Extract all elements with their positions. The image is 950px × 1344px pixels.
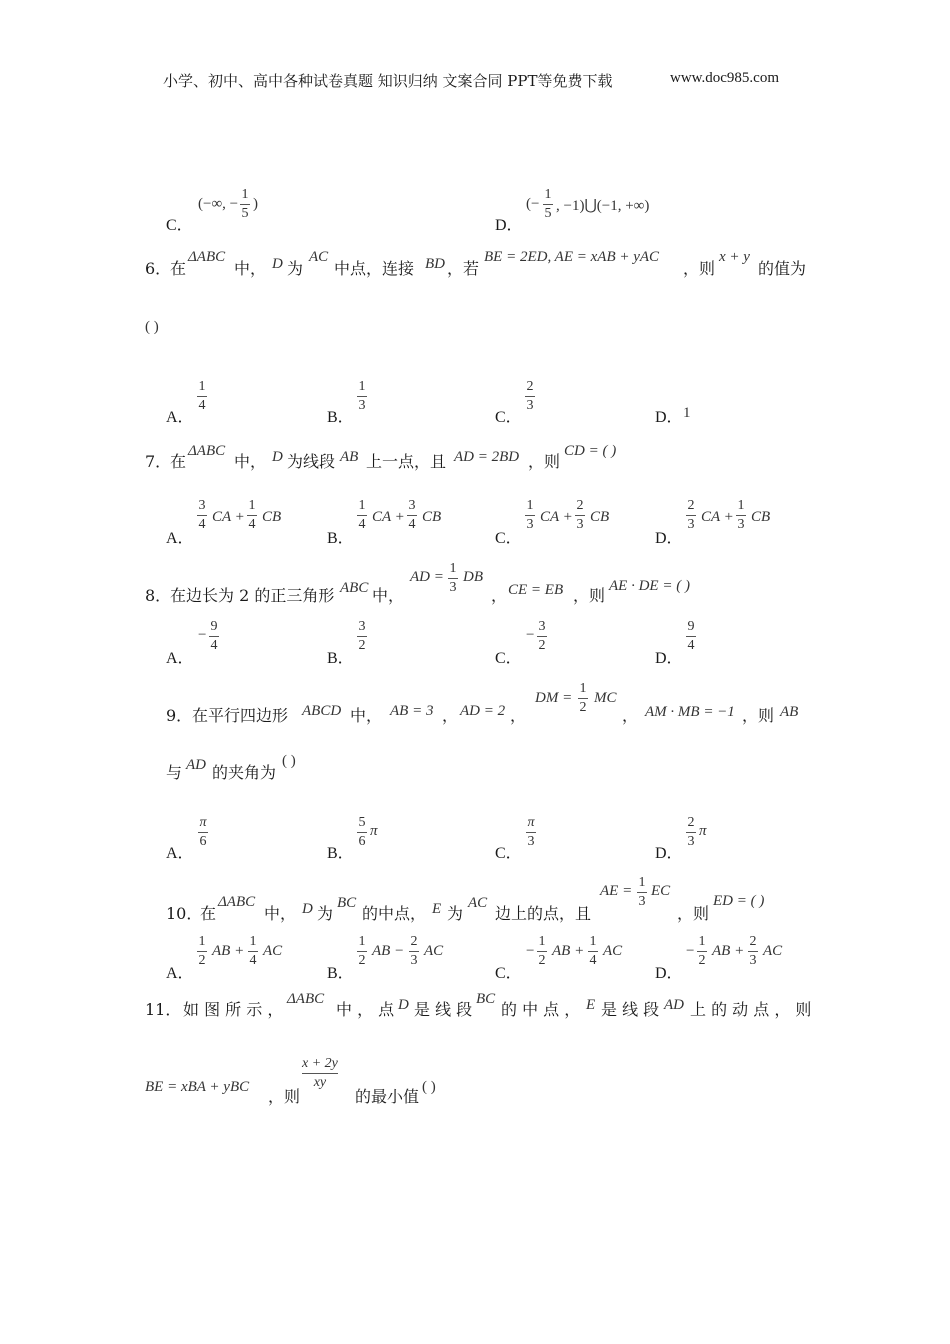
question-text: 为: [287, 259, 304, 278]
question-text: 上 的 动 点 ， 则: [690, 1000, 812, 1019]
question-text: 中，: [350, 706, 383, 725]
question-number: 7．: [145, 452, 172, 471]
fraction: [686, 618, 696, 655]
math-expr: AD =: [410, 569, 444, 585]
numerator: 1: [698, 934, 706, 949]
fraction: [357, 814, 367, 851]
fraction: [357, 497, 367, 534]
fraction: [537, 618, 547, 655]
math-expr: AD = 2BD: [454, 449, 520, 465]
option-label: C．: [495, 965, 522, 982]
fraction: [543, 186, 553, 223]
math-expr: AB +: [212, 943, 245, 959]
numerator: 9: [687, 619, 695, 634]
math-expr: ABCD: [302, 703, 342, 719]
question-text: 如 图 所 示 ，: [183, 1000, 284, 1019]
denominator: 3: [410, 953, 418, 968]
math-expr: AB +: [552, 943, 585, 959]
question-text: 在: [170, 452, 187, 471]
option-label: D．: [655, 530, 683, 547]
math-expr: AC: [603, 943, 623, 959]
math-expr: AB = 3: [390, 703, 434, 719]
denominator: 3: [737, 517, 745, 532]
option-label: D．: [655, 965, 683, 982]
question-text: 的夹角为: [212, 763, 277, 782]
math-expr: E: [586, 997, 596, 1013]
math-expr: ΔABC: [188, 443, 226, 459]
denominator: 4: [358, 517, 366, 532]
question-text: 中点，连接: [334, 259, 415, 278]
denominator: 4: [210, 638, 218, 653]
option-label: B．: [327, 845, 354, 862]
fraction: [588, 933, 598, 970]
denominator: 3: [449, 580, 457, 595]
option-label: C．: [495, 409, 522, 426]
fraction: [247, 497, 257, 534]
math-expr: D: [302, 901, 313, 917]
fraction: [525, 497, 535, 534]
math-expr: CB: [422, 509, 442, 525]
math-expr: AD = 2: [460, 703, 506, 719]
math-expr: AD: [186, 757, 206, 773]
math-expr: ABC: [340, 580, 369, 596]
question-text: ，则: [528, 452, 561, 471]
fraction: [198, 814, 208, 851]
question-text: 在: [170, 259, 187, 278]
math-expr: x + y: [719, 249, 750, 265]
denominator: 5: [241, 206, 249, 221]
question-text: 在平行四边形: [192, 706, 289, 725]
pi-symbol: π: [699, 823, 707, 839]
fraction: [197, 497, 207, 534]
math-expr: CE = EB: [508, 582, 564, 598]
math-expr: AE · DE = ( ): [609, 578, 690, 594]
option-label: B．: [327, 530, 354, 547]
denominator: 4: [198, 398, 206, 413]
denominator: 2: [538, 638, 546, 653]
fraction: [197, 378, 207, 415]
question-number: 8．: [145, 586, 172, 605]
question-number: 6．: [145, 259, 172, 278]
fraction: [525, 378, 535, 415]
math-expr: CB: [751, 509, 771, 525]
question-text: 的 中 点 ，: [501, 1000, 581, 1019]
question-text: ，若: [447, 259, 480, 278]
fraction: [736, 497, 746, 534]
denominator: 2: [358, 953, 366, 968]
math-expr: CB: [590, 509, 610, 525]
denominator: 6: [358, 834, 366, 849]
math-expr: (−: [526, 196, 540, 212]
math-expr: CA +: [701, 509, 734, 525]
math-expr: AC: [468, 895, 488, 911]
question-text: 中 ， 点: [336, 1000, 395, 1019]
denominator: 4: [687, 638, 695, 653]
question-number: 9．: [166, 706, 193, 725]
numerator: 1: [249, 934, 257, 949]
question-text: 的最小值: [355, 1087, 420, 1106]
question-text: 上一点，且: [366, 452, 447, 471]
option-label: A．: [166, 530, 194, 547]
numerator: 2: [526, 379, 534, 394]
numerator: 1: [198, 934, 206, 949]
fraction: [748, 933, 758, 970]
denominator: 4: [589, 953, 597, 968]
numerator: π: [527, 815, 535, 830]
math-expr: AE =: [600, 883, 633, 899]
denominator: 6: [199, 834, 207, 849]
option-label: B．: [327, 409, 354, 426]
denominator: 4: [248, 517, 256, 532]
option-value: 1: [683, 405, 691, 421]
denominator: 3: [527, 834, 535, 849]
fraction: [637, 874, 647, 911]
fraction: [357, 378, 367, 415]
question-text: ，则: [683, 259, 716, 278]
math-expr: CA +: [212, 509, 245, 525]
math-expr: (−∞, −: [198, 196, 239, 212]
fraction: [357, 933, 367, 970]
numerator: 1: [358, 498, 366, 513]
question-text: ，则: [742, 706, 775, 725]
math-expr: D: [272, 256, 283, 272]
math-expr: CB: [262, 509, 282, 525]
numerator: 1: [538, 934, 546, 949]
question-text: 中，: [234, 259, 267, 278]
option-label: C．: [495, 845, 522, 862]
math-expr: E: [432, 901, 442, 917]
math-expr: AB: [340, 449, 359, 465]
header-text: 小学、初中、高中各种试卷真题 知识归纳 文案合同 PPT等免费下载: [163, 72, 613, 90]
math-expr: EC: [651, 883, 671, 899]
sign: −: [526, 627, 535, 643]
question-number: 11．: [145, 1000, 182, 1019]
sign: −: [198, 627, 207, 643]
math-expr: CA +: [540, 509, 573, 525]
math-expr: BE = 2ED, AE = xAB + yAC: [484, 249, 660, 265]
denominator: 3: [749, 953, 757, 968]
math-expr: ΔABC: [287, 991, 325, 1007]
fraction: [409, 933, 419, 970]
math-expr: MC: [594, 690, 617, 706]
denominator: 3: [526, 398, 534, 413]
option-label: A．: [166, 409, 194, 426]
question-text: 在: [200, 904, 217, 923]
fraction: [686, 814, 696, 851]
math-expr: , −1)⋃(−1, +∞): [556, 198, 650, 214]
denominator: 4: [249, 953, 257, 968]
question-text: 为: [317, 904, 334, 923]
question-text: 为: [447, 904, 464, 923]
math-expr: D: [272, 449, 283, 465]
math-expr: AB: [780, 704, 799, 720]
numerator: 2: [576, 498, 584, 513]
fraction: [240, 186, 250, 223]
question-text: 与: [166, 763, 183, 782]
option-label: C．: [495, 650, 522, 667]
numerator: 3: [408, 498, 416, 513]
math-expr: CA +: [372, 509, 405, 525]
option-label: B．: [327, 965, 354, 982]
denominator: 2: [538, 953, 546, 968]
denominator: 2: [698, 953, 706, 968]
numerator: 3: [358, 619, 366, 634]
math-expr: BC: [337, 895, 357, 911]
question-text: ，: [622, 706, 639, 725]
numerator: 3: [198, 498, 206, 513]
numerator: 1: [526, 498, 534, 513]
math-expr: CD = ( ): [564, 443, 617, 459]
answer-blank: ( ): [282, 753, 296, 769]
math-expr: AC: [763, 943, 783, 959]
numerator: 1: [579, 681, 587, 696]
option-label: A．: [166, 650, 194, 667]
answer-blank: ( ): [145, 319, 159, 335]
fraction: [526, 814, 536, 851]
denominator: 2: [358, 638, 366, 653]
question-text: ，: [510, 706, 527, 725]
fraction: [697, 933, 707, 970]
denominator: 3: [687, 517, 695, 532]
question-text: ，则: [573, 586, 606, 605]
denominator: 2: [198, 953, 206, 968]
fraction: [575, 497, 585, 534]
question-text: 在边长为 2 的正三角形: [170, 586, 335, 605]
math-expr: AC: [263, 943, 283, 959]
math-expr: BC: [476, 991, 496, 1007]
pi-symbol: π: [370, 823, 378, 839]
math-expr: AM · MB = −1: [645, 704, 735, 720]
numerator: 2: [749, 934, 757, 949]
fraction: [537, 933, 547, 970]
question-text: 的值为: [758, 259, 807, 278]
numerator: 2: [410, 934, 418, 949]
math-expr: AC: [424, 943, 444, 959]
numerator: 1: [737, 498, 745, 513]
denominator: 2: [579, 700, 587, 715]
question-text: 边上的点，且: [495, 904, 592, 923]
math-expr: ΔABC: [188, 249, 226, 265]
option-label: A．: [166, 845, 194, 862]
numerator: 2: [687, 498, 695, 513]
denominator: 3: [576, 517, 584, 532]
denominator: 3: [526, 517, 534, 532]
numerator: x + 2y: [302, 1056, 338, 1071]
question-text: ，: [442, 706, 459, 725]
option-label: C．: [166, 217, 193, 234]
denominator: 3: [687, 834, 695, 849]
math-expr: AD: [664, 997, 684, 1013]
math-expr: AC: [309, 249, 329, 265]
fraction: [302, 1055, 338, 1092]
question-text: 是 线 段: [601, 1000, 660, 1019]
denominator: xy: [313, 1075, 327, 1090]
option-label: A．: [166, 965, 194, 982]
math-expr: ΔABC: [218, 894, 256, 910]
numerator: 1: [638, 875, 646, 890]
math-expr: BD: [425, 256, 445, 272]
math-expr: ): [253, 196, 258, 212]
header-url: www.doc985.com: [670, 70, 780, 86]
numerator: 1: [358, 379, 366, 394]
numerator: 1: [544, 187, 552, 202]
fraction: [578, 680, 588, 717]
numerator: 2: [687, 815, 695, 830]
denominator: 4: [198, 517, 206, 532]
option-label: D．: [655, 845, 683, 862]
denominator: 3: [638, 894, 646, 909]
question-text: 中，: [264, 904, 297, 923]
math-expr: DB: [463, 569, 483, 585]
question-text: 中，: [372, 586, 405, 605]
numerator: 5: [358, 815, 366, 830]
numerator: 1: [358, 934, 366, 949]
fraction: [407, 497, 417, 534]
numerator: 9: [210, 619, 218, 634]
option-label: D．: [655, 409, 683, 426]
answer-blank: ( ): [422, 1079, 436, 1095]
question-text: 为线段: [287, 452, 336, 471]
option-label: B．: [327, 650, 354, 667]
numerator: 1: [241, 187, 249, 202]
fraction: [197, 933, 207, 970]
math-expr: AB +: [712, 943, 745, 959]
math-expr: DM =: [535, 690, 573, 706]
option-label: D．: [495, 217, 523, 234]
question-text: 的中点，: [362, 904, 427, 923]
numerator: 1: [449, 561, 457, 576]
fraction: [209, 618, 219, 655]
question-text: 中，: [234, 452, 267, 471]
option-label: D．: [655, 650, 683, 667]
option-label: C．: [495, 530, 522, 547]
question-text: 是 线 段: [414, 1000, 473, 1019]
math-expr: ED = ( ): [713, 893, 765, 909]
math-expr: BE = xBA + yBC: [145, 1079, 250, 1095]
denominator: 4: [408, 517, 416, 532]
question-text: ，则: [268, 1087, 301, 1106]
fraction: [248, 933, 258, 970]
question-text: ，: [491, 586, 508, 605]
question-text: ，则: [677, 904, 710, 923]
math-expr: D: [398, 997, 409, 1013]
denominator: 3: [358, 398, 366, 413]
numerator: 1: [589, 934, 597, 949]
denominator: 5: [544, 206, 552, 221]
numerator: 3: [538, 619, 546, 634]
question-number: 10．: [166, 904, 203, 923]
numerator: 1: [248, 498, 256, 513]
numerator: 1: [198, 379, 206, 394]
fraction: [448, 560, 458, 597]
sign: −: [526, 943, 535, 959]
math-expr: AB −: [372, 943, 405, 959]
sign: −: [686, 943, 695, 959]
numerator: π: [199, 815, 207, 830]
fraction: [357, 618, 367, 655]
fraction: [686, 497, 696, 534]
